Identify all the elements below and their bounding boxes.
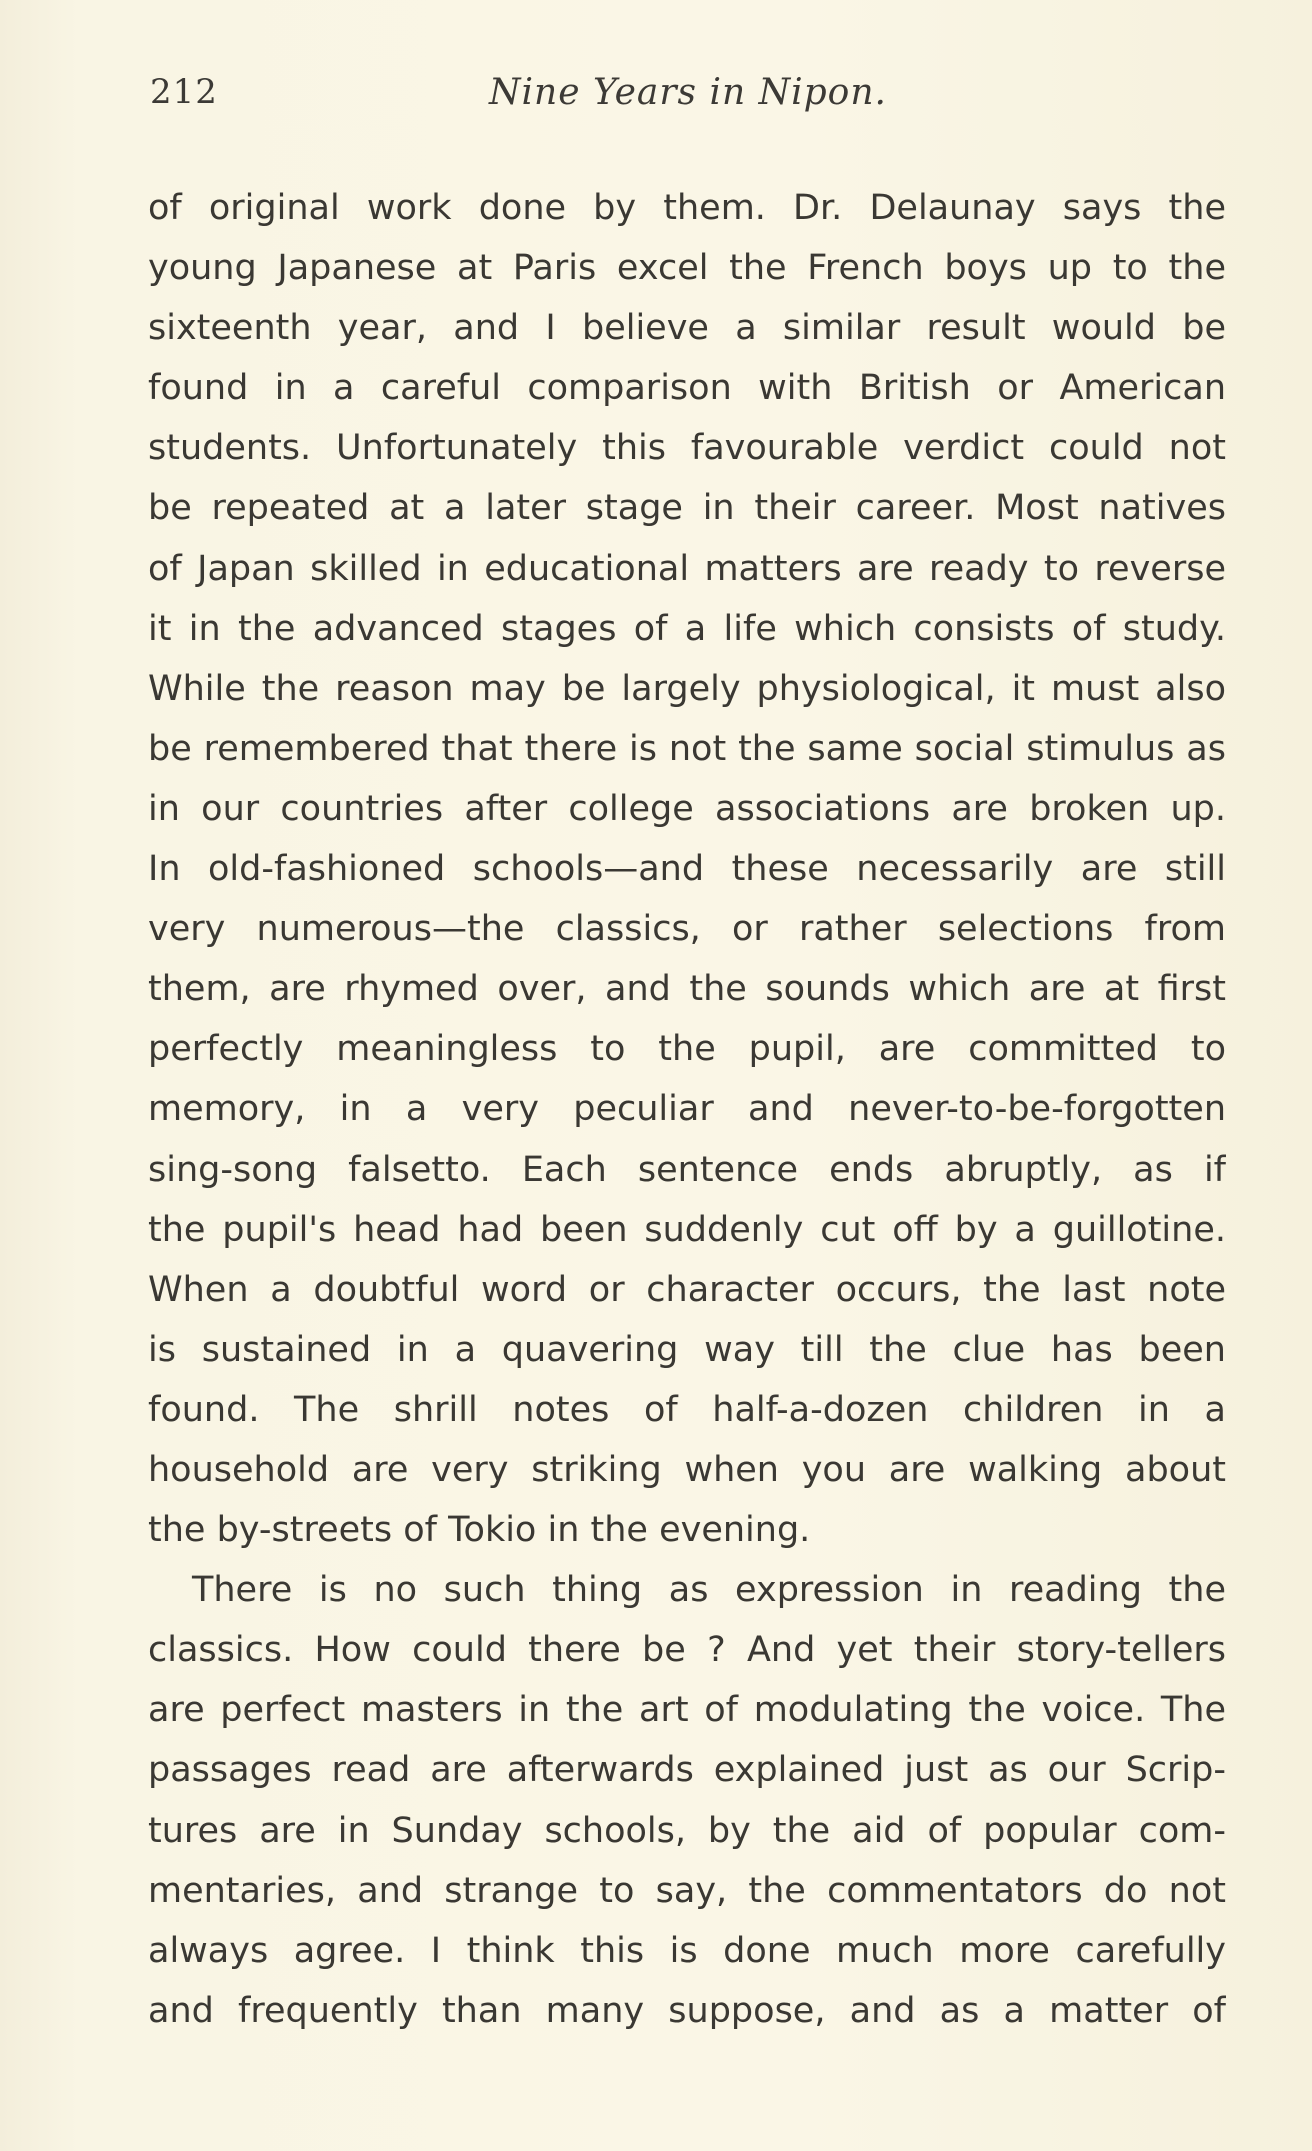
text-line: passages read are afterwards explained just as our Scrip- bbox=[148, 1750, 1226, 1791]
text-line: memory, in a very peculiar and never-to-be-forgotten bbox=[148, 1089, 1226, 1130]
text-line: classics. How could there be ? And yet their story-tellers bbox=[148, 1630, 1226, 1671]
paragraph-2 bbox=[148, 1560, 1226, 2041]
text-line: of original work done by them. Dr. Delaunay says the bbox=[148, 188, 1226, 228]
text-line: There is no such thing as expression in reading the bbox=[192, 1570, 1226, 1611]
text-line: them, are rhymed over, and the sounds which are at first bbox=[148, 969, 1226, 1010]
text-line: in our countries after college associations are broken up. bbox=[148, 788, 1226, 829]
text-line: always agree. I think this is done much more carefully bbox=[148, 1930, 1226, 1971]
text-line: be remembered that there is not the same social stimulus as bbox=[148, 728, 1226, 769]
text-line: and frequently than many suppose, and as a matter of bbox=[148, 1990, 1226, 2031]
text-line: students. Unfortunately this favourable verdict could not bbox=[148, 428, 1226, 469]
text-line: sixteenth year, and I believe a similar result would be bbox=[148, 308, 1226, 349]
text-line: found. The shrill notes of half-a-dozen children in a bbox=[148, 1389, 1226, 1430]
text-line: the by-streets of Tokio in the evening. bbox=[148, 1510, 811, 1551]
text-line: is sustained in a quavering way till the clue has been bbox=[148, 1329, 1226, 1370]
text-line: While the reason may be largely physiological, it must also bbox=[148, 668, 1226, 709]
text-line: tures are in Sunday schools, by the aid of popular com- bbox=[148, 1810, 1226, 1851]
text-line: young Japanese at Paris excel the French boys up to the bbox=[148, 248, 1226, 289]
page-number: 212 bbox=[150, 72, 218, 112]
paragraph-1 bbox=[148, 178, 1226, 1560]
text-line: household are very striking when you are walking about bbox=[148, 1449, 1226, 1490]
text-line: be repeated at a later stage in their career. Most natives bbox=[148, 488, 1226, 529]
text-line: found in a careful comparison with British or American bbox=[148, 368, 1226, 409]
text-line: of Japan skilled in educational matters are ready to reverse bbox=[148, 548, 1226, 589]
text-line: perfectly meaningless to the pupil, are committed to bbox=[148, 1029, 1226, 1070]
text-line: it in the advanced stages of a life which consists of study. bbox=[148, 608, 1226, 649]
text-line: the pupil's head had been suddenly cut off by a guillotine. bbox=[148, 1209, 1226, 1250]
text-line: sing-song falsetto. Each sentence ends abruptly, as if bbox=[148, 1149, 1226, 1190]
text-line: are perfect masters in the art of modulating the voice. The bbox=[148, 1690, 1226, 1731]
running-title: Nine Years in Nipon. bbox=[489, 72, 887, 113]
body-text bbox=[148, 178, 1226, 2041]
text-line: very numerous—the classics, or rather selections from bbox=[148, 909, 1226, 950]
text-line: In old-fashioned schools—and these necessarily are still bbox=[148, 849, 1226, 890]
running-head bbox=[150, 72, 1226, 132]
text-line: mentaries, and strange to say, the commentators do not bbox=[148, 1870, 1226, 1911]
text-line: When a doubtful word or character occurs, the last note bbox=[148, 1269, 1226, 1310]
